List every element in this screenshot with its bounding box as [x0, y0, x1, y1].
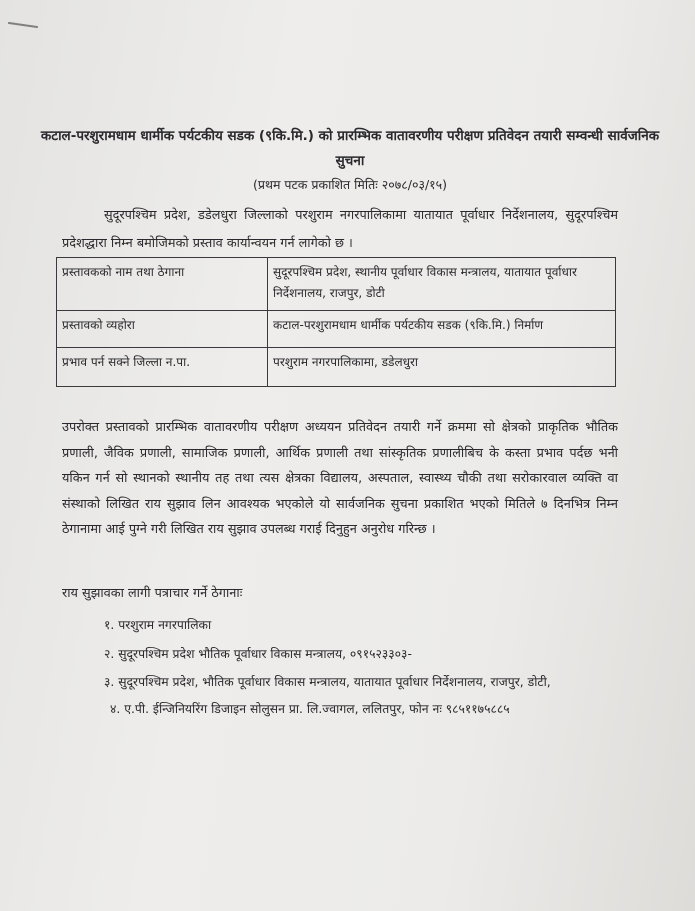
table-row [57, 258, 616, 311]
body-paragraph: उपरोक्त प्रस्तावको प्रारम्भिक वातावरणीय परीक्षण अध्ययन प्रतिवेदन तयारी गर्ने क्रममा सो क्षेत्रको प्राकृतिक भौतिक प्रणाली, जैविक प्रणाली, सामाजिक प्रणाली, आर्थिक प्रणाली तथा सांस्कृतिक प्रणालीबिच के कस्ता प्रभाव पर्दछ भनी यकिन गर्न सो स्थानको स्थानीय तह तथा त्यस क्षेत्रका विद्यालय, अस्पताल, स्वास्थ्य चौकी तथा सरोकारवाल व्यक्ति वा संस्थाको लिखित राय सुझाव लिन आवश्यक भएकोले यो सार्वजनिक सुचना प्रकाशित भएको मितिले ७ दिनभित्र निम्न ठेगानामा आई पुग्ने गरी लिखित राय सुझाव उपलब्ध गराई दिनुहुन अनुरोध गरिन्छ । [62, 420, 618, 537]
table-label: प्रस्तावकको नाम तथा ठेगाना [57, 258, 268, 311]
pen-mark [8, 22, 38, 28]
table-row [57, 348, 616, 387]
address-heading: राय सुझावका लागी पत्राचार गर्ने ठेगानाः [62, 586, 243, 601]
table-value: परशुराम नगरपालिकामा, डडेलधुरा [268, 348, 616, 387]
table-value: सुदूरपश्चिम प्रदेश, स्थानीय पूर्वाधार विकास मन्त्रालय, यातायात पूर्वाधार निर्देशनालय, राजपुर, डोटी [268, 258, 616, 311]
table-value: कटाल-परशुरामधाम धार्मीक पर्यटकीय सडक (९कि.मि.) निर्माण [268, 311, 616, 348]
address-item: ४. ए.पी. ईन्जिनियरिंग डिजाइन सोलुसन प्रा. लि.ज्वागल, ललितपुर, फोन नः ९८५११७५८८५ [110, 702, 510, 716]
address-item: ३. सुदूरपश्चिम प्रदेश, भौतिक पूर्वाधार विकास मन्त्रालय, यातायात पूर्वाधार निर्देशनालय, राजपुर, डोटी, [104, 675, 551, 689]
table-label: प्रस्तावको व्यहोरा [57, 311, 268, 348]
notice-title: कटाल-परशुरामधाम धार्मीक पर्यटकीय सडक (९कि.मि.) को प्रारम्भिक वातावरणीय परीक्षण प्रतिवेदन तयारी सम्वन्धी सार्वजनिक सुचना [40, 128, 660, 169]
intro-paragraph: सुदूरपश्चिम प्रदेश, डडेलधुरा जिल्लाको परशुराम नगरपालिकामा यातायात पूर्वाधार निर्देशनालय, सुदूरपश्चिम प्रदेशद्धारा निम्न बमोजिमको प्रस्ताव कार्यान्वयन गर्न लागेको छ । [62, 208, 618, 251]
publication-date: (प्रथम पटक प्रकाशित मितिः २०७८/०३/१५) [252, 177, 448, 192]
table-label: प्रभाव पर्न सक्ने जिल्ला न.पा. [57, 348, 268, 387]
address-item: २. सुदूरपश्चिम प्रदेश भौतिक पूर्वाधार विकास मन्त्रालय, ०९१५२३३०३- [104, 647, 412, 661]
address-item: १. परशुराम नगरपालिका [104, 618, 212, 632]
proposal-table [56, 257, 616, 387]
table-row [57, 311, 616, 348]
